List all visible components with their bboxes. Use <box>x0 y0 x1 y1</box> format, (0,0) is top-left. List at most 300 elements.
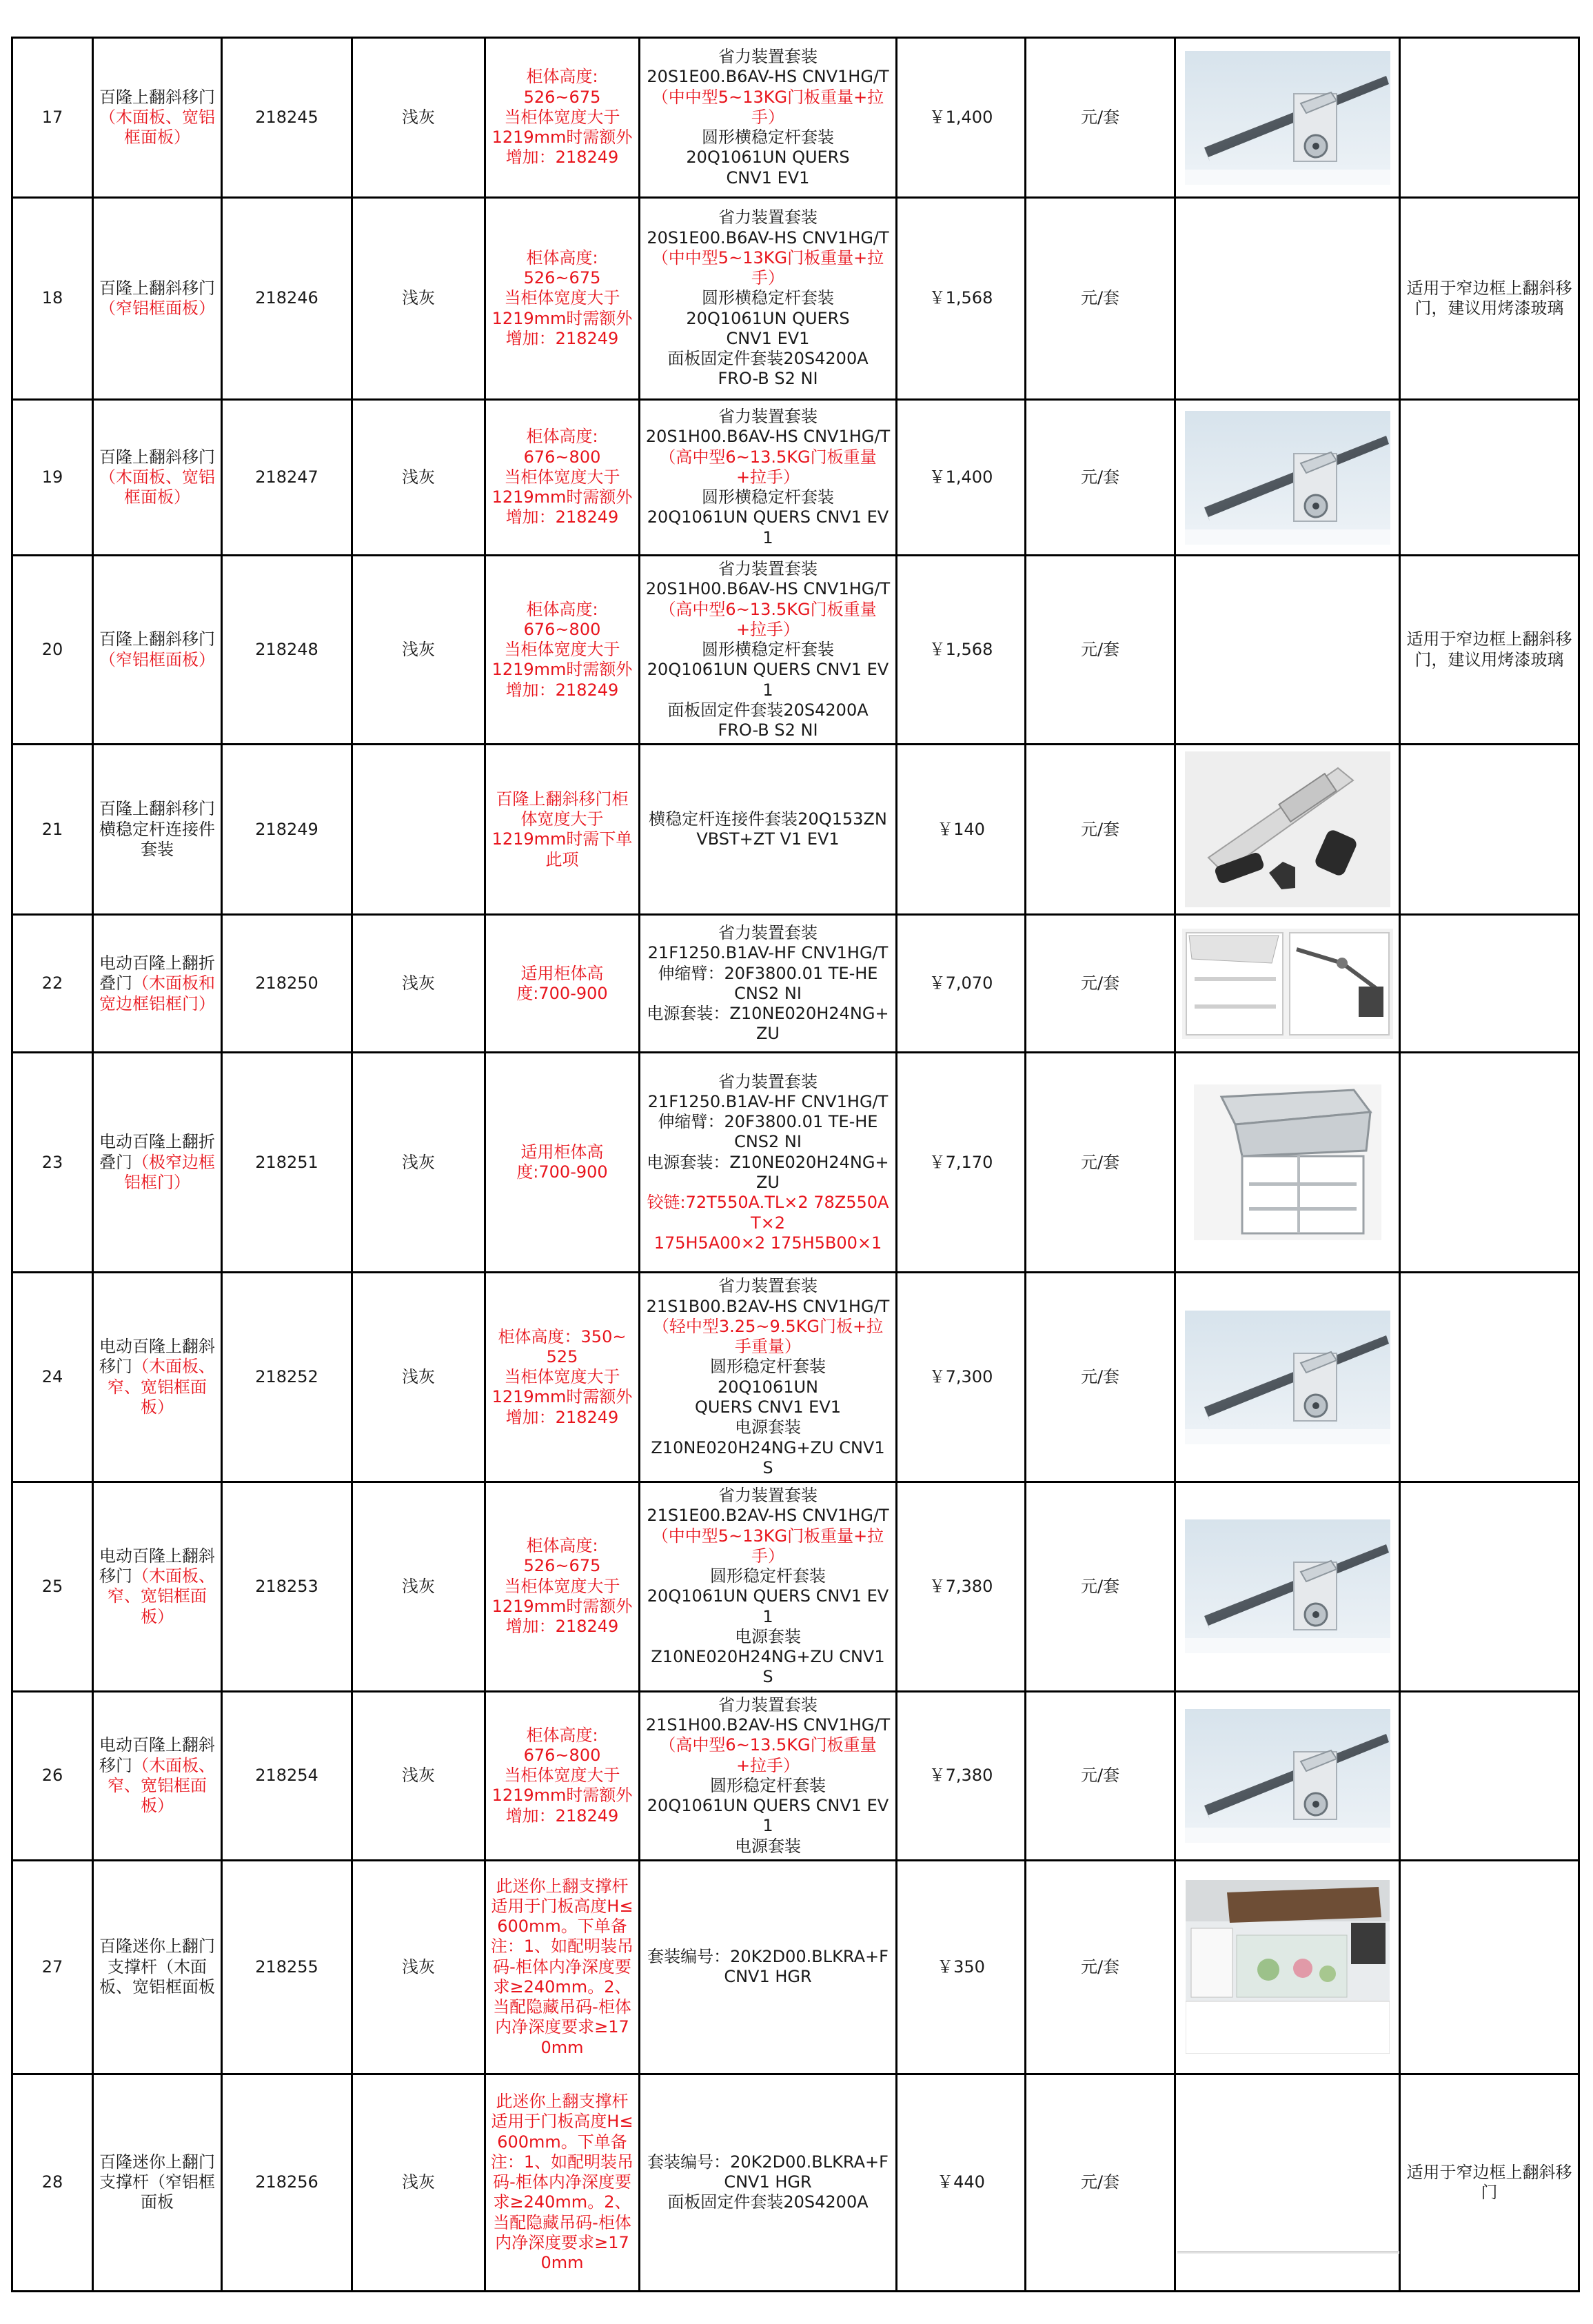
requirement-cell <box>485 400 640 556</box>
product-name: 电动百隆上翻折叠门 <box>99 1132 215 1172</box>
spec-line: 21F1250.B1AV-HF CNV1HG/T <box>647 1091 889 1111</box>
product-code: 218248 <box>255 640 318 660</box>
table-row <box>12 198 1579 400</box>
spec-line: 伸缩臂：20F3800.01 TE-HE <box>658 963 878 983</box>
requirement-cell <box>485 1273 640 1482</box>
spec-line: 圆形横稳定杆套装 <box>702 288 834 308</box>
row-number-cell <box>12 1053 93 1273</box>
finish-color: 浅灰 <box>402 1957 435 1977</box>
price-cell <box>897 1273 1026 1482</box>
product-name-cell <box>93 2074 222 2291</box>
note-cell <box>1400 1860 1579 2074</box>
product-name-cell <box>93 198 222 400</box>
unit-cell <box>1026 556 1175 745</box>
product-code-cell <box>222 400 352 556</box>
color-cell <box>352 2074 485 2291</box>
requirement-line: 当柜体宽度大于 <box>504 640 620 660</box>
spec-cell <box>640 2074 897 2291</box>
spec-cell <box>640 745 897 915</box>
unit-cell <box>1026 915 1175 1053</box>
spec-line: 20Q1061UN QUERS CNV1 EV1 <box>647 660 889 700</box>
row-number: 23 <box>41 1152 63 1172</box>
spec-cell <box>640 1482 897 1692</box>
price-cell <box>897 745 1026 915</box>
product-code-cell <box>222 1053 352 1273</box>
product-code-cell <box>222 1860 352 2074</box>
finish-color: 浅灰 <box>402 1152 435 1172</box>
requirement-line: 1219mm时需额外 <box>491 1597 633 1616</box>
note-text: 适用于窄边框上翻斜移门，建议用烤漆玻璃 <box>1406 278 1572 318</box>
price: ￥1,400 <box>929 467 993 487</box>
requirement-line: 526~675 <box>523 268 601 288</box>
requirement-line: 1219mm时需额外 <box>491 308 633 328</box>
requirement-line: 增加：218249 <box>505 680 619 700</box>
finish-color: 浅灰 <box>402 640 435 660</box>
spec-line: 圆形稳定杆套装 <box>710 1566 826 1586</box>
spec-line: 20S1H00.B6AV-HS CNV1HG/T <box>645 579 891 599</box>
price-cell <box>897 1482 1026 1692</box>
spec-line: CNS2 NI <box>734 983 802 1003</box>
trailing-rule <box>1177 2251 1399 2254</box>
spec-line: QUERS CNV1 EV1 <box>694 1397 842 1417</box>
unit-cell <box>1026 1273 1175 1482</box>
requirement-cell <box>485 1053 640 1273</box>
note-cell <box>1400 2074 1579 2291</box>
requirement-line: 525 <box>546 1346 578 1366</box>
spec-line: 电源套装 <box>735 1836 801 1856</box>
spec-line: 省力装置套装 <box>718 923 818 943</box>
product-code: 218250 <box>255 973 318 993</box>
requirement-line: 1219mm时需额外 <box>491 128 633 148</box>
requirement-cell <box>485 745 640 915</box>
folding-door-photo <box>1182 929 1393 1039</box>
note-cell <box>1400 38 1579 198</box>
product-image-cell <box>1175 198 1400 400</box>
price: ￥7,380 <box>929 1576 993 1596</box>
table-row <box>12 1273 1579 1482</box>
product-code: 218246 <box>255 288 318 308</box>
requirement-line: 柜体高度: <box>526 1725 598 1745</box>
requirement-cell <box>485 2074 640 2291</box>
product-code: 218252 <box>255 1367 318 1387</box>
requirement-line: 增加：218249 <box>505 148 619 168</box>
unit-cell <box>1026 400 1175 556</box>
price-cell <box>897 38 1026 198</box>
color-cell <box>352 400 485 556</box>
product-code-cell <box>222 38 352 198</box>
spec-line: VBST+ZT V1 EV1 <box>696 829 840 849</box>
lift-mechanism-photo <box>1185 411 1390 545</box>
product-name-variant: （木面板和宽边框铝框门） <box>99 973 215 1013</box>
requirement-cell <box>485 556 640 745</box>
requirement-line: 柜体高度：350~ <box>498 1326 627 1346</box>
spec-line: 伸缩臂：20F3800.01 TE-HE <box>658 1112 878 1132</box>
requirement-line: 676~800 <box>523 1745 601 1765</box>
row-number-cell <box>12 915 93 1053</box>
color-cell <box>352 745 485 915</box>
price: ￥440 <box>937 2172 985 2192</box>
spec-cell <box>640 1860 897 2074</box>
spec-cell <box>640 38 897 198</box>
product-code-cell <box>222 1273 352 1482</box>
unit: 元/套 <box>1080 288 1120 308</box>
product-name-cell <box>93 1053 222 1273</box>
unit-cell <box>1026 1482 1175 1692</box>
product-code: 218247 <box>255 467 318 487</box>
spec-cell <box>640 400 897 556</box>
product-code-cell <box>222 556 352 745</box>
spec-line: 175H5A00×2 175H5B00×1 <box>653 1233 882 1253</box>
unit: 元/套 <box>1080 1576 1120 1596</box>
note-cell <box>1400 915 1579 1053</box>
unit: 元/套 <box>1080 1957 1120 1977</box>
product-image-cell <box>1175 1860 1400 2074</box>
product-name-cell <box>93 745 222 915</box>
lift-mechanism-photo <box>1185 1311 1390 1444</box>
requirement-cell <box>485 1860 640 2074</box>
spec-line: 面板固定件套装20S4200A <box>667 349 869 369</box>
unit-cell <box>1026 1053 1175 1273</box>
spec-cell <box>640 198 897 400</box>
spec-line: 20S1E00.B6AV-HS CNV1HG/T <box>647 67 889 87</box>
requirement-line: 增加：218249 <box>505 1617 619 1637</box>
cabinet-photo <box>1194 1084 1381 1240</box>
requirement-line: 1219mm时需额外 <box>491 1786 633 1806</box>
product-code: 218256 <box>255 2172 318 2192</box>
row-number-cell <box>12 745 93 915</box>
row-number-cell <box>12 1691 93 1860</box>
lift-mechanism-photo <box>1185 1519 1390 1653</box>
row-number-cell <box>12 400 93 556</box>
finish-color: 浅灰 <box>402 2172 435 2192</box>
product-name-cell <box>93 400 222 556</box>
product-name-variant: （木面板、窄、宽铝框面板） <box>108 1566 215 1626</box>
requirement-line: 度:700-900 <box>516 983 608 1003</box>
spec-line: 省力装置套装 <box>718 208 818 228</box>
product-name-cell <box>93 1691 222 1860</box>
spec-line: 圆形稳定杆套装 <box>710 1775 826 1795</box>
spec-line: CNV1 HGR <box>724 2172 812 2192</box>
price: ￥7,300 <box>929 1367 993 1387</box>
spec-line: （中中型5~13KG门板重量+拉手） <box>651 247 884 288</box>
lift-mechanism-photo <box>1185 51 1390 185</box>
spec-cell <box>640 1691 897 1860</box>
requirement-line: 百隆上翻斜移门柜体宽度大于 <box>496 789 629 829</box>
price-cell <box>897 2074 1026 2291</box>
product-name-cell <box>93 556 222 745</box>
product-image-cell <box>1175 2074 1400 2291</box>
row-number: 24 <box>41 1367 63 1387</box>
row-number: 26 <box>41 1766 63 1786</box>
unit: 元/套 <box>1080 973 1120 993</box>
row-number: 28 <box>41 2172 63 2192</box>
spec-line: （高中型6~13.5KG门板重量+拉手） <box>659 447 877 487</box>
unit: 元/套 <box>1080 2172 1120 2192</box>
row-number: 21 <box>41 819 63 839</box>
requirement-line: 柜体高度: <box>526 1536 598 1556</box>
row-number: 18 <box>41 288 63 308</box>
spec-cell <box>640 1053 897 1273</box>
requirement-line: 当柜体宽度大于 <box>504 288 620 308</box>
requirement-line: 增加：218249 <box>505 507 619 527</box>
spec-line: 面板固定件套装20S4200A <box>667 700 869 720</box>
spec-line: CNV1 EV1 <box>726 168 810 188</box>
spec-line: 套装编号：20K2D00.BLKRA+F <box>647 1947 889 1967</box>
row-number: 17 <box>41 107 63 127</box>
spec-line: CNV1 EV1 <box>726 328 810 348</box>
spec-line: Z10NE020H24NG+ZU CNV1 S <box>651 1437 885 1477</box>
spec-line: 铰链:72T550A.TL×2 78Z550AT×2 <box>647 1193 889 1233</box>
product-code-cell <box>222 2074 352 2291</box>
color-cell <box>352 198 485 400</box>
color-cell <box>352 1482 485 1692</box>
requirement-line: 度:700-900 <box>516 1162 608 1182</box>
product-image-cell <box>1175 915 1400 1053</box>
product-name: 电动百隆上翻斜移门 <box>99 1337 215 1377</box>
spec-line: CNV1 HGR <box>724 1967 812 1987</box>
requirement-line: 柜体高度: <box>526 67 598 87</box>
finish-color: 浅灰 <box>402 107 435 127</box>
requirement-cell <box>485 1691 640 1860</box>
spec-line: 圆形横稳定杆套装 <box>702 128 834 148</box>
product-name: 电动百隆上翻斜移门 <box>99 1546 215 1586</box>
note-cell <box>1400 400 1579 556</box>
color-cell <box>352 1273 485 1482</box>
product-image-cell <box>1175 1273 1400 1482</box>
note-cell <box>1400 1053 1579 1273</box>
product-code: 218249 <box>255 819 318 839</box>
unit: 元/套 <box>1080 640 1120 660</box>
row-number: 20 <box>41 640 63 660</box>
unit-cell <box>1026 38 1175 198</box>
product-image-cell <box>1175 745 1400 915</box>
table-row <box>12 1053 1579 1273</box>
product-code: 218255 <box>255 1957 318 1977</box>
color-cell <box>352 1691 485 1860</box>
requirement-line: 1219mm时需额外 <box>491 660 633 680</box>
spec-line: 20S1E00.B6AV-HS CNV1HG/T <box>647 228 889 247</box>
requirement-line: 此项 <box>545 849 579 869</box>
spec-line: 省力装置套装 <box>718 47 818 67</box>
product-name: 百隆上翻斜移门 <box>99 87 215 107</box>
price-cell <box>897 556 1026 745</box>
note-cell <box>1400 1691 1579 1860</box>
product-name-cell <box>93 38 222 198</box>
requirement-line: 增加：218249 <box>505 328 619 348</box>
spec-line: 电源套装：Z10NE020H24NG+ZU <box>647 1152 889 1193</box>
spec-line: 20Q1061UN QUERS <box>686 148 850 168</box>
product-name-variant: （木面板、宽铝框面板） <box>99 107 215 148</box>
price: ￥7,070 <box>929 973 993 993</box>
note-text: 适用于窄边框上翻斜移门，建议用烤漆玻璃 <box>1406 629 1572 669</box>
row-number: 27 <box>41 1957 63 1977</box>
product-code-cell <box>222 198 352 400</box>
spec-line: 21S1E00.B2AV-HS CNV1HG/T <box>647 1506 889 1526</box>
product-name: 电动百隆上翻斜移门 <box>99 1735 215 1775</box>
requirement-line: 柜体高度: <box>526 427 598 447</box>
kitchen-photo <box>1186 1880 1390 2054</box>
spec-line: 20S1H00.B6AV-HS CNV1HG/T <box>645 427 891 447</box>
note-text: 适用于窄边框上翻斜移门 <box>1406 2162 1572 2202</box>
table-row <box>12 400 1579 556</box>
spec-line: 20Q1061UN <box>717 1377 819 1397</box>
spec-line: 电源套装：Z10NE020H24NG+ZU <box>647 1004 889 1044</box>
color-cell <box>352 38 485 198</box>
requirement-line: 当柜体宽度大于 <box>504 1766 620 1786</box>
table-row <box>12 1482 1579 1692</box>
row-number: 22 <box>41 973 63 993</box>
requirement-cell <box>485 1482 640 1692</box>
row-number-cell <box>12 1860 93 2074</box>
spec-line: 21S1B00.B2AV-HS CNV1HG/T <box>646 1296 890 1316</box>
price-cell <box>897 198 1026 400</box>
row-number-cell <box>12 198 93 400</box>
finish-color: 浅灰 <box>402 973 435 993</box>
spec-line: 20Q1061UN QUERS CNV1 EV1 <box>647 1586 889 1626</box>
note-cell <box>1400 745 1579 915</box>
price-cell <box>897 400 1026 556</box>
row-number: 25 <box>41 1576 63 1596</box>
product-image-cell <box>1175 400 1400 556</box>
requirement-line: 526~675 <box>523 87 601 107</box>
spec-line: 20Q1061UN QUERS CNV1 EV1 <box>647 1796 889 1836</box>
product-name: 百隆迷你上翻门支撑杆（窄铝框面板 <box>99 2152 215 2212</box>
product-code-cell <box>222 745 352 915</box>
spec-line: （中中型5~13KG门板重量+拉手） <box>651 1526 884 1566</box>
product-name-cell <box>93 1860 222 2074</box>
product-code: 218254 <box>255 1766 318 1786</box>
spec-line: 圆形横稳定杆套装 <box>702 487 834 507</box>
note-cell <box>1400 556 1579 745</box>
spec-cell <box>640 556 897 745</box>
product-code-cell <box>222 1691 352 1860</box>
finish-color: 浅灰 <box>402 1576 435 1596</box>
spec-line: 省力装置套装 <box>718 559 818 578</box>
spec-line: FRO-B S2 NI <box>718 720 818 740</box>
spec-line: 省力装置套装 <box>718 407 818 427</box>
unit: 元/套 <box>1080 467 1120 487</box>
spec-cell <box>640 915 897 1053</box>
product-image-cell <box>1175 556 1400 745</box>
finish-color: 浅灰 <box>402 288 435 308</box>
product-name-cell <box>93 1482 222 1692</box>
spec-line: （轻中型3.25~9.5KG门板+拉手重量） <box>652 1316 884 1357</box>
price: ￥140 <box>937 819 985 839</box>
requirement-line: 此迷你上翻支撑杆适用于门板高度H≤600mm。下单备注：1、如配明装吊码-柜体内净深度要求≥240mm。2、当配隐藏吊码-柜体内净深度要求≥170mm <box>490 1876 634 2057</box>
product-name: 百隆上翻斜移门横稳定杆连接件套装 <box>99 799 215 860</box>
finish-color: 浅灰 <box>402 1367 435 1387</box>
requirement-line: 1219mm时需下单 <box>491 829 633 849</box>
unit-cell <box>1026 2074 1175 2291</box>
product-name-variant: （窄铝框面板） <box>99 299 215 318</box>
requirement-line: 当柜体宽度大于 <box>504 467 620 487</box>
spec-line: （高中型6~13.5KG门板重量+拉手） <box>659 1735 877 1775</box>
product-name-variant: （窄铝框面板） <box>99 649 215 669</box>
row-number-cell <box>12 1273 93 1482</box>
price: ￥1,568 <box>929 288 993 308</box>
requirement-line: 增加：218249 <box>505 1806 619 1826</box>
requirement-line: 增加：218249 <box>505 1407 619 1427</box>
requirement-line: 适用柜体高 <box>520 1142 604 1162</box>
product-name-cell <box>93 1273 222 1482</box>
spec-cell <box>640 1273 897 1482</box>
spec-line: 电源套装 <box>735 1626 801 1646</box>
table-row <box>12 745 1579 915</box>
spec-line: 21F1250.B1AV-HF CNV1HG/T <box>647 943 889 963</box>
unit: 元/套 <box>1080 1367 1120 1387</box>
table-row <box>12 915 1579 1053</box>
finish-color: 浅灰 <box>402 467 435 487</box>
row-number-cell <box>12 1482 93 1692</box>
unit-cell <box>1026 1860 1175 2074</box>
unit-cell <box>1026 198 1175 400</box>
spec-line: （高中型6~13.5KG门板重量+拉手） <box>659 599 877 639</box>
price-cell <box>897 1860 1026 2074</box>
finish-color: 浅灰 <box>402 1766 435 1786</box>
requirement-cell <box>485 198 640 400</box>
row-number-cell <box>12 2074 93 2291</box>
spec-line: 横稳定杆连接件套装20Q153ZN <box>649 809 887 829</box>
spec-line: Z10NE020H24NG+ZU CNV1 S <box>651 1647 885 1687</box>
product-name: 百隆上翻斜移门 <box>99 447 215 467</box>
unit-cell <box>1026 1691 1175 1860</box>
unit: 元/套 <box>1080 1152 1120 1172</box>
spec-line: 20Q1061UN QUERS CNV1 EV1 <box>647 507 889 547</box>
product-image-cell <box>1175 1482 1400 1692</box>
product-name-variant: （极窄边框铝框门） <box>124 1152 215 1193</box>
note-cell <box>1400 198 1579 400</box>
unit-cell <box>1026 745 1175 915</box>
price-cell <box>897 1691 1026 1860</box>
price: ￥7,170 <box>929 1152 993 1172</box>
table-row <box>12 1860 1579 2074</box>
spec-line: 21S1H00.B2AV-HS CNV1HG/T <box>645 1715 891 1735</box>
requirement-line: 当柜体宽度大于 <box>504 1576 620 1596</box>
product-code: 218251 <box>255 1152 318 1172</box>
price: ￥7,380 <box>929 1766 993 1786</box>
spec-line: 电源套装 <box>735 1417 801 1437</box>
spec-line: 套装编号：20K2D00.BLKRA+F <box>647 2152 889 2172</box>
price-cell <box>897 1053 1026 1273</box>
spec-line: 圆形稳定杆套装 <box>710 1357 826 1377</box>
product-name: 百隆上翻斜移门 <box>99 278 215 298</box>
spec-line: 省力装置套装 <box>718 1071 818 1091</box>
product-name-cell <box>93 915 222 1053</box>
unit: 元/套 <box>1080 107 1120 127</box>
color-cell <box>352 915 485 1053</box>
price: ￥350 <box>937 1957 985 1977</box>
requirement-line: 柜体高度: <box>526 247 598 267</box>
table-row <box>12 2074 1579 2291</box>
color-cell <box>352 556 485 745</box>
product-image-cell <box>1175 38 1400 198</box>
spec-line: 圆形横稳定杆套装 <box>702 640 834 660</box>
product-image-cell <box>1175 1691 1400 1860</box>
note-cell <box>1400 1482 1579 1692</box>
requirement-line: 526~675 <box>523 1556 601 1576</box>
product-name-variant: （木面板、窄、宽铝框面板） <box>108 1755 215 1816</box>
requirement-line: 当柜体宽度大于 <box>504 107 620 127</box>
price-cell <box>897 915 1026 1053</box>
product-price-table <box>11 37 1580 2292</box>
row-number-cell <box>12 38 93 198</box>
row-number: 19 <box>41 467 63 487</box>
product-name-variant: （木面板、宽铝框面板） <box>99 467 215 507</box>
product-code-cell <box>222 915 352 1053</box>
requirement-line: 此迷你上翻支撑杆适用于门板高度H≤600mm。下单备注：1、如配明装吊码-柜体内净深度要求≥240mm。2、当配隐藏吊码-柜体内净深度要求≥170mm <box>490 2092 634 2273</box>
connector-kit-photo <box>1185 751 1390 907</box>
product-code-cell <box>222 1482 352 1692</box>
